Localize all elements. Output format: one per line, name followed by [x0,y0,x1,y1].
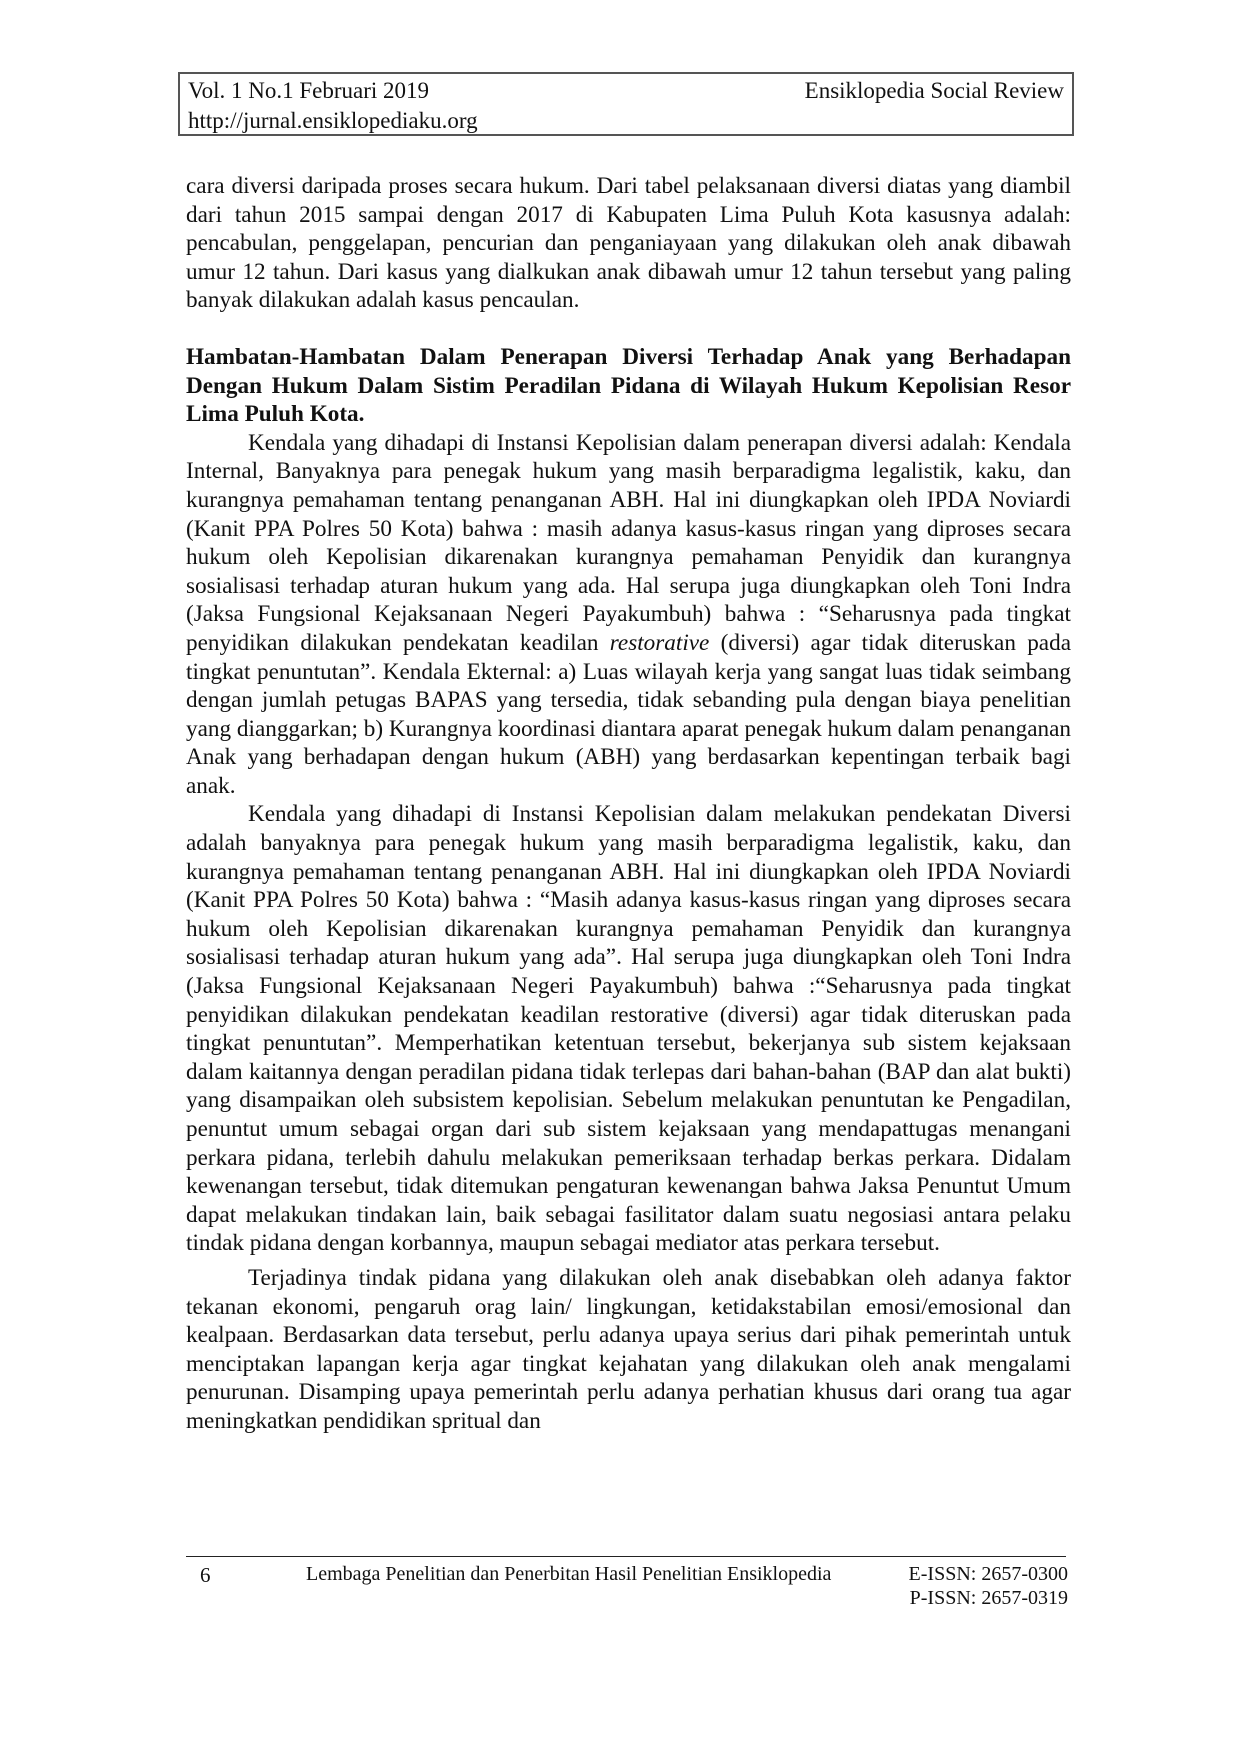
footer-eissn: E-ISSN: 2657-0300 [908,1563,1068,1585]
paragraph-kendala-internal-eksternal [186,429,1071,801]
section-heading: Hambatan-Hambatan Dalam Penerapan Diversi Terhadap Anak yang Berhadapan Dengan Hukum Dalam Sistim Peradilan Pidana di Wilayah Hukum Kepolisian Resor Lima Puluh Kota. [186,343,1071,428]
paragraph-text: (diversi) agar tidak diteruskan pada tingkat penuntutan”. Kendala Ekternal: a) Luas wilayah kerja yang sangat luas tidak seimbang dengan jumlah petugas BAPAS yang tersedia, tidak sebanding pula dengan biaya penelitian yang dianggarkan; b) Kurangnya koordinasi diantara aparat penegak hukum dalam penanganan Anak yang berhadapan dengan hukum (ABH) yang berdasarkan kepentingan terbaik bagi anak. [186,629,1071,799]
paragraph-faktor-penyebab: Terjadinya tindak pidana yang dilakukan oleh anak disebabkan oleh adanya faktor tekanan ekonomi, pengaruh orag lain/ lingkungan, ketidakstabilan emosi/emosional dan kealpaan. Berdasarkan data tersebut, perlu adanya upaya serius dari pihak pemerintah untuk menciptakan lapangan kerja agar tingkat kejahatan yang dilakukan oleh anak mengalami penurunan. Disamping upaya pemerintah perlu adanya perhatian khusus dari orang tua agar meningkatkan pendidikan spritual dan [186,1264,1071,1434]
paragraph-text: Kendala yang dihadapi di Instansi Kepolisian dalam penerapan diversi adalah: Kendala Internal, Banyaknya para penegak hukum yang masih berparadigma legalistik, kaku, dan kurangnya pemahaman tentang penanganan ABH. Hal ini diungkapkan oleh IPDA Noviardi (Kanit PPA Polres 50 Kota) bahwa : masih adanya kasus-kasus ringan yang diproses secara hukum oleh Kepolisian dikarenakan kurangnya pemahaman Penyidik dan kurangnya sosialisasi terhadap aturan hukum yang ada. Hal serupa juga diungkapkan oleh Toni Indra (Jaksa Fungsional Kejaksanaan Negeri Payakumbuh) bahwa : “Seharusnya pada tingkat penyidikan dilakukan pendekatan keadilan [186,429,1071,656]
paragraph-continued: cara diversi daripada proses secara hukum. Dari tabel pelaksanaan diversi diatas yang diambil dari tahun 2015 sampai dengan 2017 di Kabupaten Lima Puluh Kota kasusnya adalah: pencabulan, penggelapan, pencurian dan penganiayaan yang dilakukan oleh anak dibawah umur 12 tahun. Dari kasus yang dialkukan anak dibawah umur 12 tahun tersebut yang paling banyak dilakukan adalah kasus pencaulan. [186,173,1071,314]
running-header [178,72,1074,136]
paragraph-kendala-kepolisian: Kendala yang dihadapi di Instansi Kepolisian dalam melakukan pendekatan Diversi adalah banyaknya para penegak hukum yang masih berparadigma legalistik, kaku, dan kurangnya pemahaman tentang penanganan ABH. Hal ini diungkapkan oleh IPDA Noviardi (Kanit PPA Polres 50 Kota) bahwa : “Masih adanya kasus-kasus ringan yang diproses secara hukum oleh Kepolisian dikarenakan kurangnya pemahaman Penyidik dan kurangnya sosialisasi terhadap aturan hukum yang ada”. Hal serupa juga diungkapkan oleh Toni Indra (Jaksa Fungsional Kejaksanaan Negeri Payakumbuh) bahwa :“Seharusnya pada tingkat penyidikan dilakukan pendekatan keadilan restorative (diversi) agar tidak diteruskan pada tingkat penuntutan”. Memperhatikan ketentuan tersebut, bekerjanya sub sistem kejaksaan dalam kaitannya dengan peradilan pidana tidak terlepas dari bahan-bahan (BAP dan alat bukti) yang disampaikan oleh subsistem kepolisian. Sebelum melakukan penuntutan ke Pengadilan, penuntut umum sebagai organ dari sub sistem kejaksaan yang mendapattugas menangani perkara pidana, terlebih dahulu melakukan pemeriksaan terhadap berkas perkara. Didalam kewenangan tersebut, tidak ditemukan pengaturan kewenangan bahwa Jaksa Penuntut Umum dapat melakukan tindakan lain, baik sebagai fasilitator dalam suatu negosiasi antara pelaku tindak pidana dengan korbannya, maupun sebagai mediator atas perkara tersebut. [186,801,1071,1257]
page-number: 6 [200,1563,211,1587]
body-text [186,172,1071,1436]
footer-pissn: P-ISSN: 2657-0319 [909,1587,1068,1609]
journal-volume: Vol. 1 No.1 Februari 2019 [188,78,430,103]
journal-name: Ensiklopedia Social Review [804,78,1064,103]
footer-publisher: Lembaga Penelitian dan Penerbitan Hasil Penelitian Ensiklopedia [306,1563,832,1585]
footer-divider [186,1556,1066,1557]
italic-term: restorative [609,629,710,656]
journal-url: http://jurnal.ensiklopediaku.org [188,108,478,133]
